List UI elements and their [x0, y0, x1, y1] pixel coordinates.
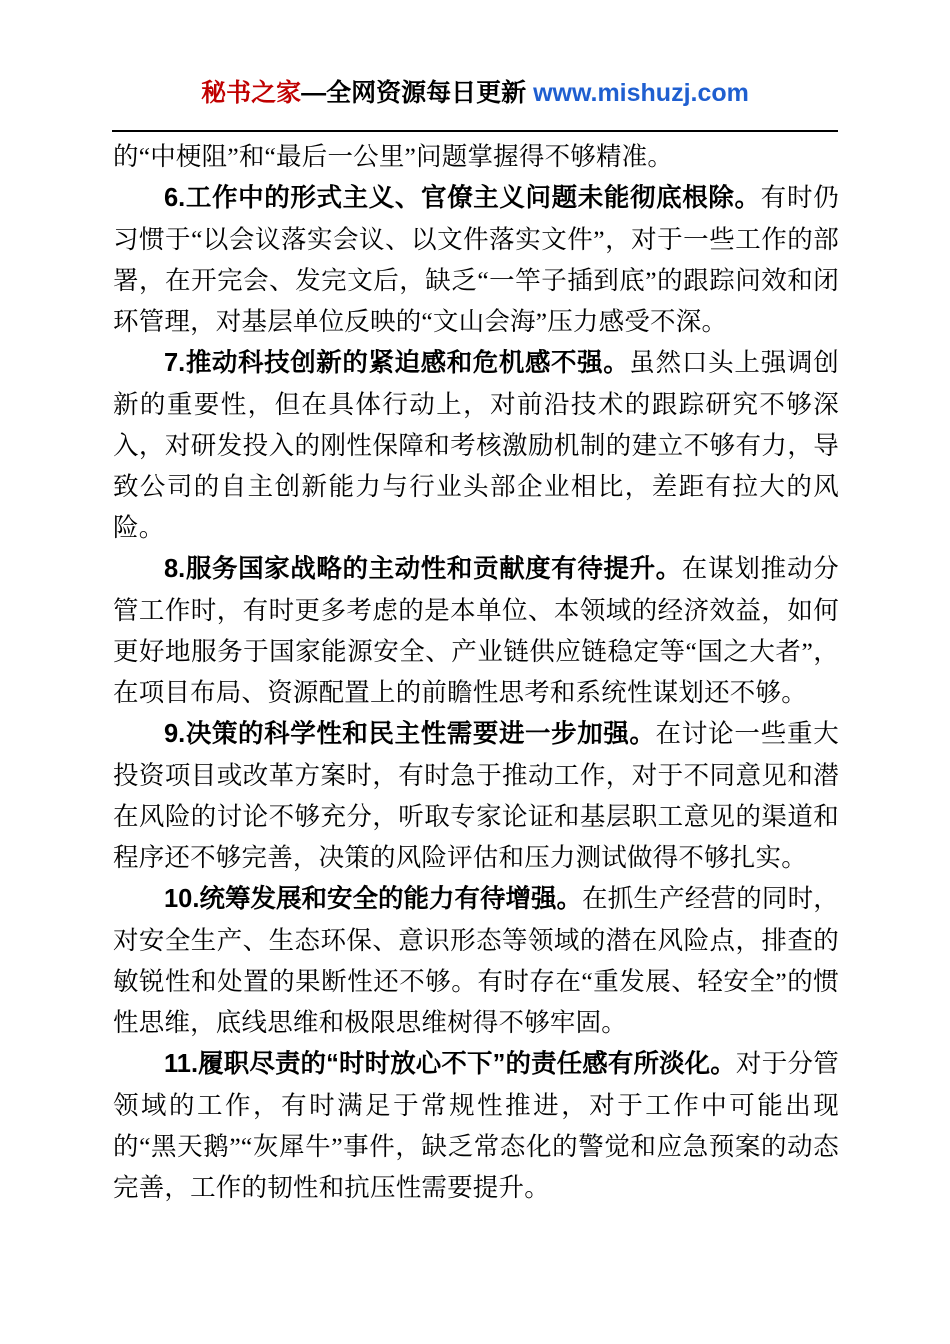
paragraph-continuation: 的“中梗阻”和“最后一公里”问题掌握得不够精准。	[113, 142, 674, 171]
paragraph-text-8: 在谋划推动分管工作时，有时更多考虑的是本单位、本领域的经济效益，如何更好地服务于国家能源安全、产业链供应链稳定等“国之大者”，在项目布局、资源配置上的前瞻性思考和系统性谋划还不够。	[113, 554, 839, 707]
paragraph-item-8	[113, 548, 839, 713]
paragraph-text-6: 有时仍习惯于“以会议落实会议、以文件落实文件”，对于一些工作的部署，在开完会、发完文后，缺乏“一竿子插到底”的跟踪问效和闭环管理，对基层单位反映的“文山会海”压力感受不深。	[113, 183, 839, 336]
paragraph-text-7: 虽然口头上强调创新的重要性，但在具体行动上，对前沿技术的跟踪研究不够深入，对研发投入的刚性保障和考核激励机制的建立不够有力，导致公司的自主创新能力与行业头部企业相比，差距有拉大的风险。	[113, 348, 839, 542]
paragraph-lead-6: 6.工作中的形式主义、官僚主义问题未能彻底根除。	[164, 184, 761, 212]
paragraph-item-6	[113, 177, 839, 342]
header-divider	[112, 130, 838, 132]
paragraph-text-10: 在抓生产经营的同时，对安全生产、生态环保、意识形态等领域的潜在风险点，排查的敏锐性和处置的果断性还不够。有时存在“重发展、轻安全”的惯性思维，底线思维和极限思维树得不够牢固。	[113, 884, 839, 1037]
paragraph-lead-10: 10.统筹发展和安全的能力有待增强。	[164, 885, 582, 913]
paragraph-item-11	[113, 1043, 839, 1208]
site-url[interactable]: www.mishuzj.com	[533, 79, 749, 107]
site-tagline: —全网资源每日更新	[301, 79, 527, 107]
paragraph-lead-11: 11.履职尽责的“时时放心不下”的责任感有所淡化。	[164, 1050, 736, 1078]
document-body	[113, 136, 839, 1208]
paragraph-lead-9: 9.决策的科学性和民主性需要进一步加强。	[164, 720, 656, 748]
paragraph-lead-8: 8.服务国家战略的主动性和贡献度有待提升。	[164, 555, 682, 583]
paragraph-text-9: 在讨论一些重大投资项目或改革方案时，有时急于推动工作，对于不同意见和潜在风险的讨论不够充分，听取专家论证和基层职工意见的渠道和程序还不够完善，决策的风险评估和压力测试做得不够扎实。	[113, 719, 839, 872]
paragraph-text-11: 对于分管领域的工作，有时满足于常规性推进，对于工作中可能出现的“黑天鹅”“灰犀牛”事件，缺乏常态化的警觉和应急预案的动态完善，工作的韧性和抗压性需要提升。	[113, 1049, 839, 1202]
site-header-banner	[0, 78, 950, 108]
paragraph-item-9	[113, 713, 839, 878]
paragraph-item-10	[113, 878, 839, 1043]
paragraph-lead-7: 7.推动科技创新的紧迫感和危机感不强。	[164, 349, 630, 377]
paragraph-item-7	[113, 342, 839, 548]
site-brand-name: 秘书之家	[201, 79, 302, 107]
